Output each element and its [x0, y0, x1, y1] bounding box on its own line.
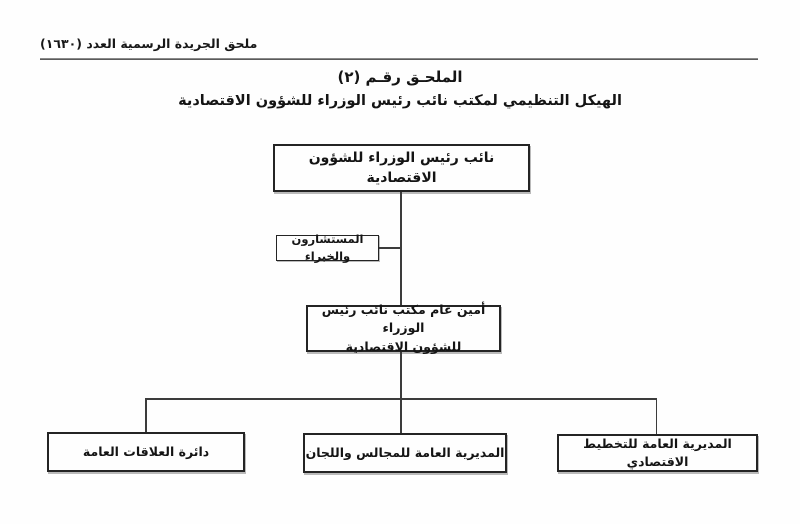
org-node-label: [314, 301, 493, 355]
connector-drop-middle-line: [400, 398, 402, 434]
org-node-label-line1: أمين عام مكتب نائب رئيس الوزراء: [321, 302, 486, 336]
org-node-label: المديرية العامة للمجالس واللجان: [305, 444, 505, 460]
org-node-deputy-prime-minister: [273, 144, 530, 192]
header-divider: [40, 58, 758, 60]
connector-drop-right-line: [656, 398, 658, 435]
org-node-label: دائرة العلاقات العامة: [82, 443, 210, 459]
appendix-subtitle: الهيكل التنظيمي لمكتب نائب رئيس الوزراء للشؤون الاقتصادية: [178, 93, 622, 109]
org-node-label: المستشارون والخبراء: [291, 232, 364, 263]
connector-drop-left-line: [145, 398, 147, 433]
connector-advisors-line: [378, 247, 401, 249]
org-node-label: المديرية العامة للتخطيط الاقتصادي: [583, 435, 732, 469]
connector-secretary-to-bus-line: [400, 352, 402, 399]
org-node-advisors-experts: [276, 232, 379, 263]
org-node-economic-planning-directorate: [557, 434, 758, 472]
org-node-councils-committees-directorate: [303, 433, 507, 473]
connector-root-to-secretary-line: [400, 192, 402, 305]
org-node-public-relations-dept: [47, 432, 245, 472]
org-node-label-line2: للشؤون الاقتصادية: [345, 338, 462, 354]
appendix-title: الملحـق رقـم (٢): [337, 68, 463, 86]
gazette-issue-label: ملحق الجريدة الرسمية العدد (١٦٣٠): [40, 36, 258, 51]
org-node-label: نائب رئيس الوزراء للشؤون الاقتصادية: [308, 149, 495, 186]
org-node-secretary-general: [306, 302, 501, 354]
